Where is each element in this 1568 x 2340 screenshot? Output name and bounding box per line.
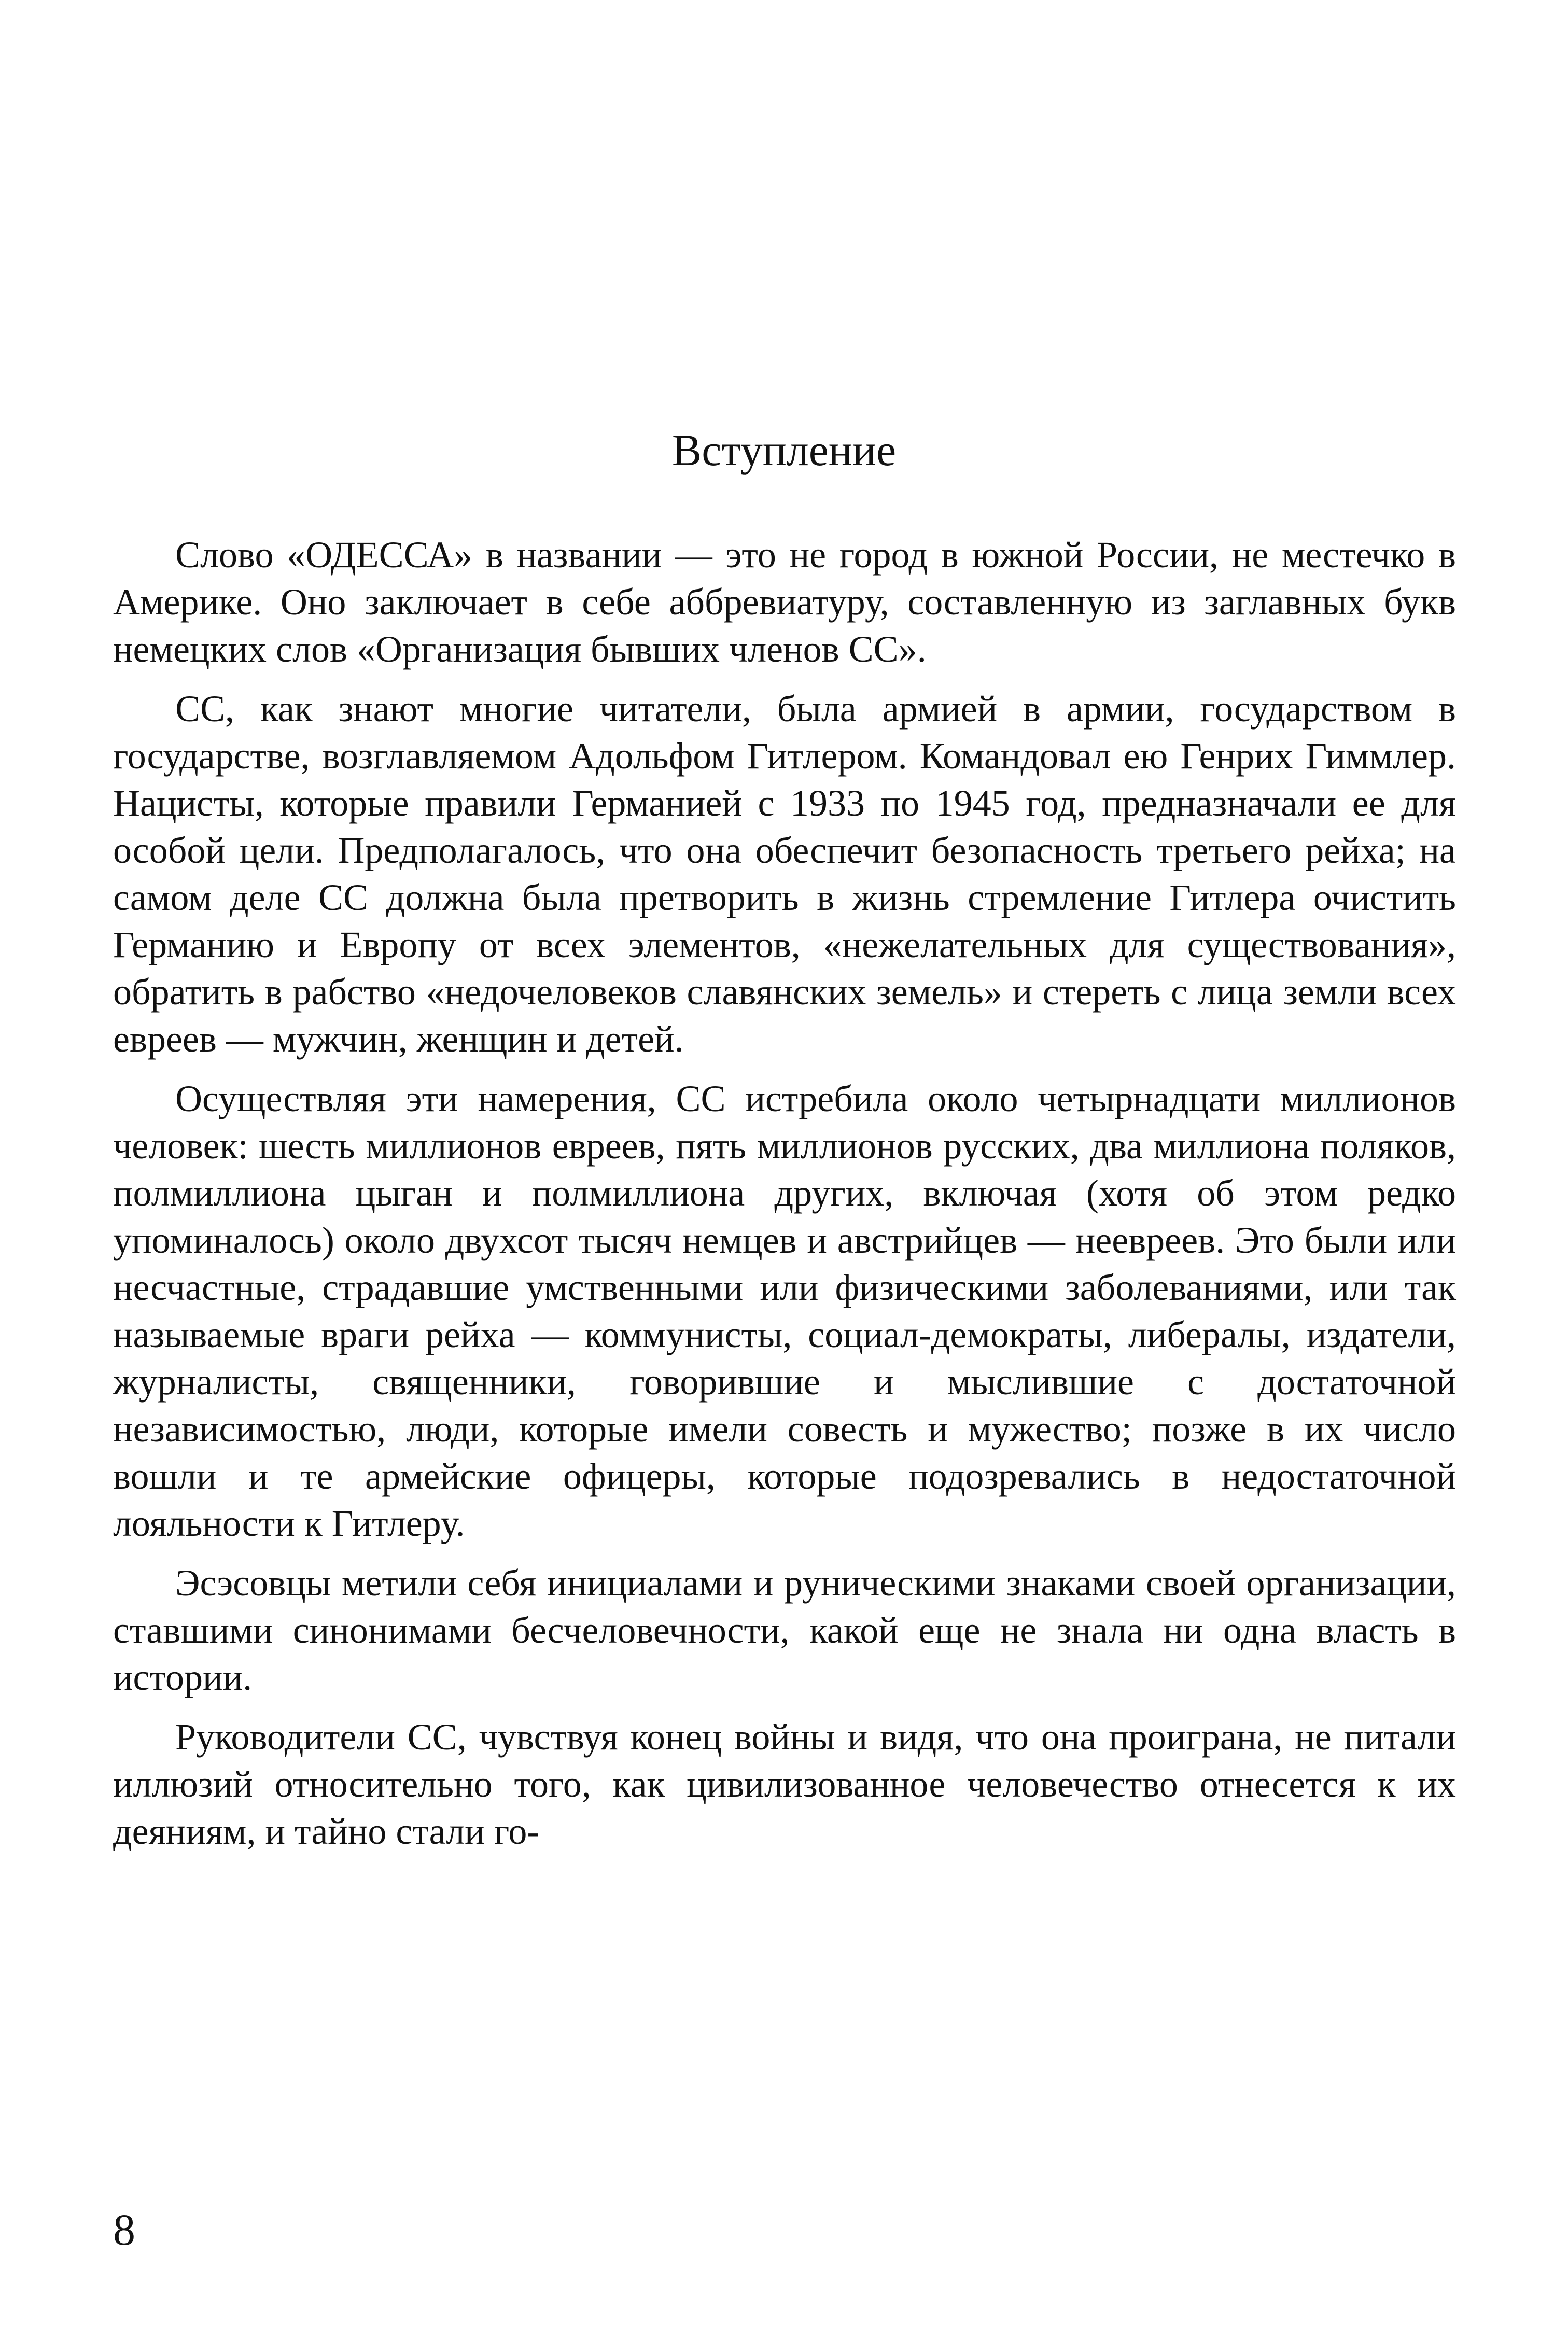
chapter-body [113, 531, 1456, 1868]
chapter-title: Вступление [671, 425, 897, 475]
paragraph-5: Руководители СС, чувствуя конец войны и видя, что она проиграна, не питали иллюзий относительно того, как цивилизованное человечество отнесется к их деяниям, и тайно стали го- [113, 1716, 1456, 1852]
paragraph-2: СС, как знают многие читатели, была армией в армии, государством в государстве, возглавляемом Адольфом Гитлером. Командовал ею Генрих Гиммлер. Нацисты, которые правили Германией с 1933 по 1945 год, предназначали ее для особой цели. Предполагалось, что она обеспечит безопасность третьего рейха; на самом деле СС должна была претворить в жизнь стремление Гитлера очистить Германию и Европу от всех элементов, «нежелательных для существования», обратить в рабство «недочеловеков славянских земель» и стереть с лица земли всех евреев — мужчин, женщин и детей. [113, 688, 1456, 1060]
paragraph-3: Осуществляя эти намерения, СС истребила около четырнадцати миллионов человек: шесть миллионов евреев, пять миллионов русских, два миллиона поляков, полмиллиона цыган и полмиллиона других, включая (хотя об этом редко упоминалось) около двухсот тысяч немцев и австрийцев — неевреев. Это были или несчастные, страдавшие умственными или физическими заболеваниями, или так называемые враги рейха — коммунисты, социал-демократы, либералы, издатели, журналисты, священники, говорившие и мыслившие с достаточной независимостью, люди, которые имели совесть и мужество; позже в их число вошли и те армейские офицеры, которые подозревались в недостаточной лояльности к Гитлеру. [113, 1078, 1456, 1544]
page-number: 8 [113, 2205, 135, 2254]
paragraph-1: Слово «ОДЕССА» в названии — это не город в южной России, не местечко в Америке. Оно заключает в себе аббревиатуру, составленную из заглавных букв немецких слов «Организация бывших членов СС». [113, 534, 1456, 670]
paragraph-4: Эсэсовцы метили себя инициалами и руническими знаками своей организации, ставшими синонимами бесчеловечности, какой еще не знала ни одна власть в истории. [113, 1562, 1456, 1698]
